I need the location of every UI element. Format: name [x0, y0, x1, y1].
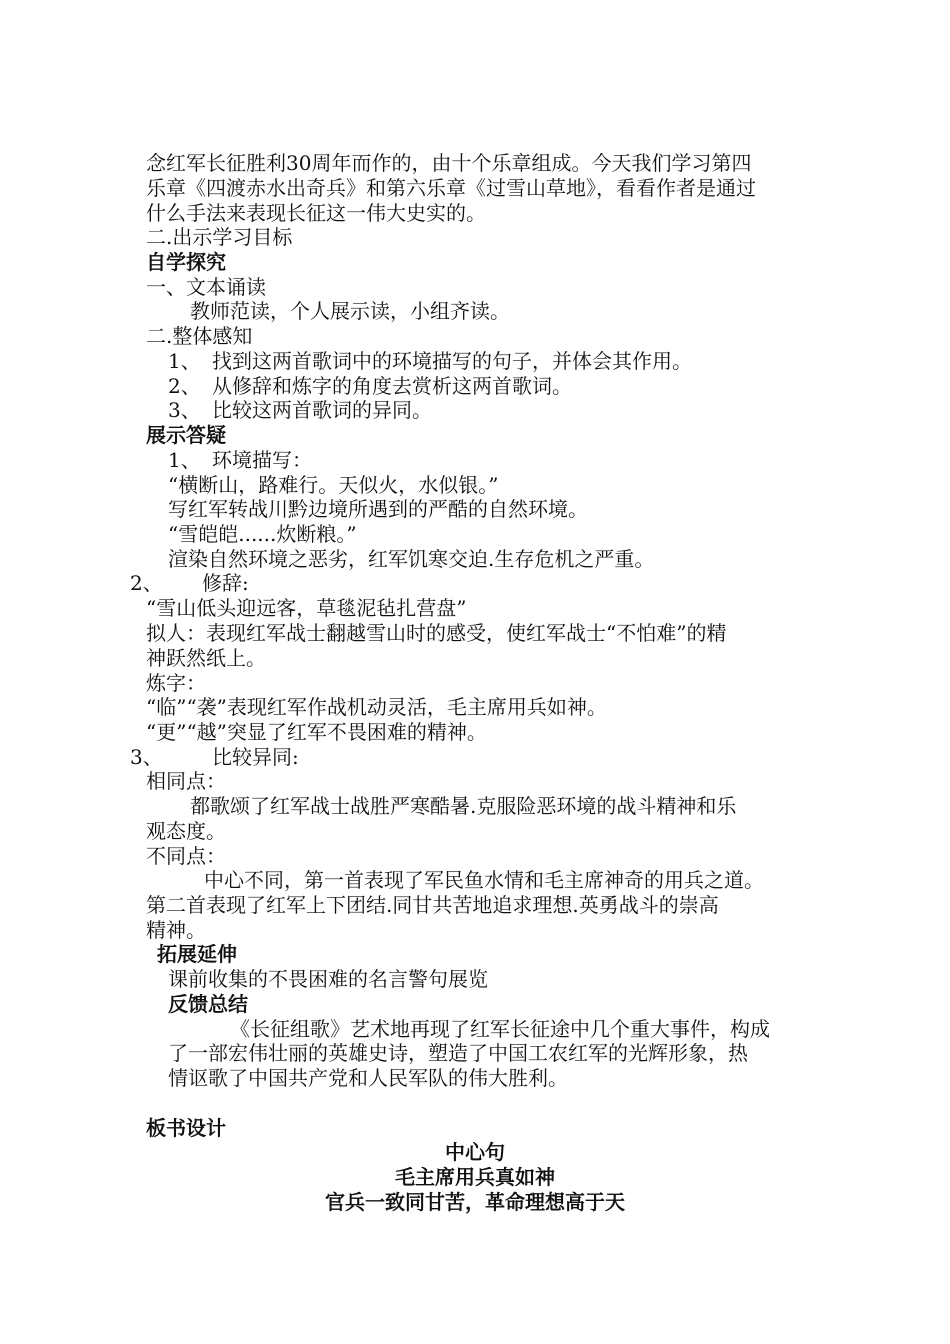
note-1: 写红军转战川黔边境所遇到的严酷的自然环境。 — [168, 497, 588, 521]
task-number: 2、 — [168, 374, 201, 398]
self-study-heading: 自学探究 — [146, 250, 226, 274]
intro-line-3: 什么手法来表现长征这一伟大史实的。 — [146, 201, 486, 225]
similarities-line-1: 都歌颂了红军战士战胜严寒酷暑.克服险恶环境的战斗精神和乐 — [190, 794, 737, 818]
differences-line-1: 中心不同，第一首表现了军民鱼水情和毛主席神奇的用兵之道。 — [204, 868, 764, 892]
task-item — [168, 397, 432, 423]
personification-line-1: 拟人：表现红军战士翻越雪山时的感受，使红军战士“不怕难”的精 — [146, 621, 727, 645]
similarities-line-2: 观态度。 — [146, 819, 226, 843]
similarities-title: 相同点： — [146, 769, 226, 793]
quote-3: “雪山低头迎远客，草毯泥毡扎营盘” — [146, 596, 467, 620]
note-2: 渲染自然环境之恶劣，红军饥寒交迫.生存危机之严重。 — [168, 547, 655, 571]
summary-line-3: 情讴歌了中国共产党和人民军队的伟大胜利。 — [168, 1066, 568, 1090]
quote-1: “横断山，路难行。天似火，水似银。” — [168, 473, 499, 497]
extension-body: 课前收集的不畏困难的名言警句展览 — [168, 967, 488, 991]
environment-title-row — [168, 447, 312, 473]
word-refining-line-2: “更”“越”突显了红军不畏困难的精神。 — [146, 720, 487, 744]
rhetoric-number: 2、 — [130, 571, 163, 595]
compare-title-row — [130, 744, 299, 770]
reading-title: 一、文本诵读 — [146, 275, 266, 299]
personification-line-2: 神跃然纸上。 — [146, 646, 266, 670]
extension-heading: 拓展延伸 — [157, 942, 237, 966]
reading-body: 教师范读，个人展示读，小组齐读。 — [190, 299, 510, 323]
quote-2: “雪皑皑......炊断粮。” — [168, 522, 357, 546]
differences-line-2: 第二首表现了红军上下团结.同甘共苦地追求理想.英勇战斗的崇高 — [146, 893, 719, 917]
compare-title: 比较异同: — [212, 745, 299, 769]
differences-line-3: 精神。 — [146, 918, 206, 942]
task-item — [168, 373, 572, 399]
environment-title: 环境描写： — [212, 448, 312, 472]
environment-number: 1、 — [168, 448, 201, 472]
intro-line-1: 念红军长征胜利30周年而作的，由十个乐章组成。今天我们学习第四 — [146, 151, 752, 175]
perception-title: 二.整体感知 — [146, 324, 253, 348]
word-refining-line-1: “临”“袭”表现红军作战机动灵活，毛主席用兵如神。 — [146, 695, 607, 719]
word-refining-title: 炼字： — [146, 671, 206, 695]
board-line-1: 中心句 — [445, 1140, 505, 1164]
objectives-heading: 二.出示学习目标 — [146, 225, 293, 249]
answers-heading: 展示答疑 — [146, 423, 226, 447]
rhetoric-title: 修辞: — [202, 571, 249, 595]
board-line-3: 官兵一致同甘苦，革命理想高于天 — [325, 1190, 625, 1214]
task-text: 比较这两首歌词的异同。 — [212, 398, 432, 422]
task-item — [168, 348, 692, 374]
rhetoric-title-row — [130, 570, 249, 596]
summary-line-1: 《长征组歌》艺术地再现了红军长征途中几个重大事件，构成 — [230, 1017, 770, 1041]
board-line-2: 毛主席用兵真如神 — [395, 1165, 555, 1189]
summary-heading: 反馈总结 — [168, 992, 248, 1016]
differences-title: 不同点： — [146, 844, 226, 868]
summary-line-2: 了一部宏伟壮丽的英雄史诗，塑造了中国工农红军的光辉形象，热 — [168, 1041, 748, 1065]
task-text: 找到这两首歌词中的环境描写的句子，并体会其作用。 — [212, 349, 692, 373]
task-text: 从修辞和炼字的角度去赏析这两首歌词。 — [212, 374, 572, 398]
compare-number: 3、 — [130, 745, 163, 769]
task-number: 3、 — [168, 398, 201, 422]
board-design-heading: 板书设计 — [146, 1116, 226, 1140]
task-number: 1、 — [168, 349, 201, 373]
intro-line-2: 乐章《四渡赤水出奇兵》和第六乐章《过雪山草地》，看看作者是通过 — [146, 176, 756, 200]
